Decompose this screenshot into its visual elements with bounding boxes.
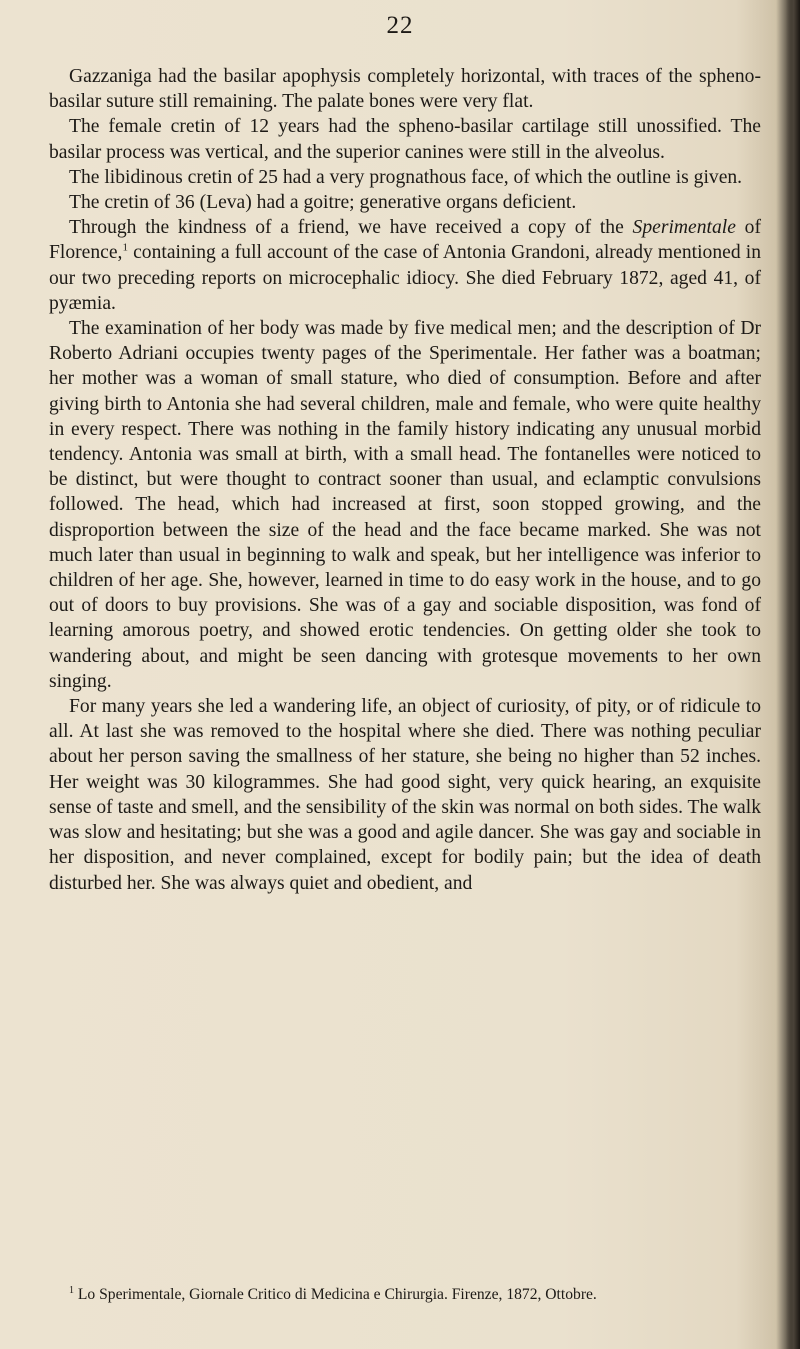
footnote	[49, 1285, 761, 1304]
journal-title-italic: Sperimentale	[632, 217, 736, 239]
paragraph-sperimentale-florence: of Florence,	[49, 217, 761, 264]
paragraph-cretin-36: The cretin of 36 (Leva) had a goitre; generative organs deficient.	[69, 192, 577, 214]
body-text	[49, 64, 761, 896]
paragraph-sperimentale-rest: containing a full account of the case of Antonia Grandoni, already mentioned in our two preceding reports on microcephalic idiocy. She died February 1872, aged 41, of pyæmia.	[49, 242, 761, 314]
paragraph-sperimentale-intro: Through the kindness of a friend, we have received a copy of the	[69, 217, 633, 239]
paragraph-female-cretin: The female cretin of 12 years had the spheno-basilar cartilage still unossified. The basilar process was vertical, and the superior canines were still in the alveolus.	[49, 116, 761, 163]
paragraph-wandering-life: For many years she led a wandering life, an object of curiosity, of pity, or of ridicule to all. At last she was removed to the hospital where she died. There was nothing peculiar about her person saving the smallness of her stature, she being no higher than 52 inches. Her weight was 30 kilogrammes. She had good sight, very quick hearing, an exquisite sense of taste and smell, and the sensibility of the skin was normal on both sides. The walk was slow and hesitating; but she was a good and agile dancer. She was gay and sociable in her disposition, and never complained, except for bodily pain; but the idea of death disturbed her. She was always quiet and obedient, and	[49, 696, 761, 894]
paragraph-sperimentale	[49, 215, 761, 316]
binding-shadow	[786, 0, 800, 1349]
page-number: 22	[386, 12, 414, 39]
footnote-mark: 1	[69, 1284, 74, 1296]
paragraph-examination: The examination of her body was made by five medical men; and the description of Dr Roberto Adriani occupies twenty pages of the Sperimentale. Her father was a boatman; her mother was a woman of small stature, who died of consumption. Before and after giving birth to Antonia she had several children, male and female, who were quite healthy in every respect. There was nothing in the family history indicating any unusual morbid tendency. Antonia was small at birth, with a small head. The fontanelles were noticed to be distinct, but were thought to contract sooner than usual, and eclamptic convulsions followed. The head, which had increased at first, soon stopped growing, and the disproportion between the size of the head and the face became marked. She was not much later than usual in beginning to walk and speak, but her intelligence was inferior to children of her age. She, however, learned in time to do easy work in the house, and to go out of doors to buy provisions. She was of a gay and sociable disposition, was fond of learning amorous poetry, and showed erotic tendencies. On getting older she took to wandering about, and might be seen dancing with grotesque movements to her own singing.	[49, 318, 761, 692]
footnote-text: Lo Sperimentale, Giornale Critico di Medicina e Chirurgia. Firenze, 1872, Ottobre.	[74, 1286, 597, 1303]
footnote-reference: 1	[122, 241, 128, 254]
paragraph-gazzaniga: Gazzaniga had the basilar apophysis completely horizontal, with traces of the spheno-basilar suture still remaining. The palate bones were very flat.	[49, 66, 761, 113]
paragraph-libidinous-cretin: The libidinous cretin of 25 had a very prognathous face, of which the outline is given.	[69, 166, 743, 188]
